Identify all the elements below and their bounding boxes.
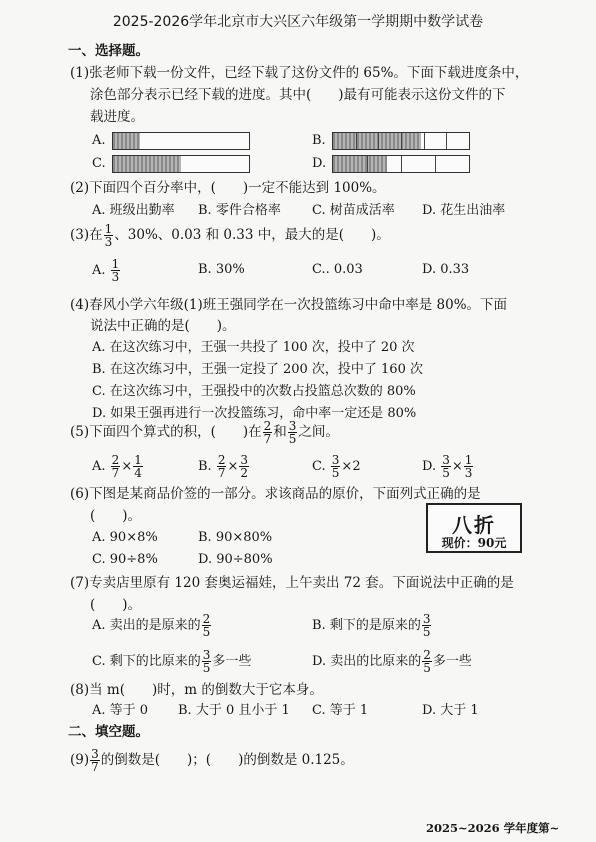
fraction [464,454,474,479]
q1-option-d-label: D. [312,156,327,171]
fraction [217,454,227,479]
discount-label: 八折 [452,513,496,537]
q3-stem-post: 、30%、0.03 和 0.33 中，最大的是( )。 [114,227,390,243]
option-text-tail: 多一些 [212,654,252,669]
fraction [331,454,341,479]
q7-option-a [92,613,212,638]
progress-fill [113,133,140,149]
numerator: 1 [111,257,120,271]
fraction [111,454,121,479]
q1-option-a-label: A. [92,133,106,148]
q8-option-c: C. 等于 1 [312,703,369,718]
q7-option-d [312,649,472,674]
q2-option-b: B. 零件合格率 [198,203,281,218]
fraction [202,613,212,638]
fraction-three-fifths [288,420,298,445]
q3-option-b: B. 30% [198,262,245,277]
q1-option-a-progress-bar [112,132,250,150]
fraction-three-sevenths [90,748,100,773]
numerator: 1 [104,222,113,236]
progress-segment-divider [424,133,425,149]
denominator: 7 [111,466,120,480]
numerator: 3 [331,453,340,467]
denominator: 7 [91,760,99,774]
numerator: 2 [202,612,211,626]
denominator: 3 [464,466,473,480]
fraction [422,613,432,638]
q4-option-a: A. 在这次练习中，王强一共投了 100 次，投中了 20 次 [92,340,415,355]
option-label: B. [198,459,212,474]
option-label: C. [312,459,326,474]
q6-option-d: D. 90÷80% [198,552,273,567]
times-sign: × [451,459,463,474]
q7-option-c [92,649,251,674]
numerator: 2 [111,453,120,467]
q8-option-b: B. 大于 0 且小于 1 [178,703,290,718]
fraction-one-third [104,223,114,248]
denominator: 7 [217,466,226,480]
denominator: 3 [104,235,113,249]
q1-option-c-label: C. [92,156,106,171]
progress-segment-divider [401,156,402,172]
q5-stem-mid: 和 [273,424,287,440]
q3-option-a [92,258,121,283]
q4-option-b: B. 在这次练习中，王强一定投了 200 次，投中了 160 次 [92,362,423,377]
q3-option-d: D. 0.33 [422,262,470,277]
q3-option-c: C.. 0.03 [312,262,363,277]
q9-stem [70,748,354,773]
q1-option-b-label: B. [312,133,326,148]
option-label: D. [422,459,437,474]
progress-segment-divider [435,156,436,172]
option-text: B. 剩下的是原来的 [312,618,421,633]
q5-option-d [422,454,474,479]
progress-segment-divider [378,133,379,149]
q6-option-c: C. 90÷8% [92,552,158,567]
numerator: 2 [263,419,272,433]
progress-fill [333,133,421,149]
section-choice-heading: 一、选择题。 [68,43,149,59]
q6-stem-line2: ( )。 [90,508,142,524]
times-sign: × [121,459,133,474]
numerator: 3 [240,453,249,467]
q5-stem-pre: (5)下面四个算式的积，( )在 [70,424,262,440]
numerator: 2 [423,648,431,662]
q7-option-b [312,613,432,638]
price-tag [426,503,522,553]
progress-fill [333,156,387,172]
progress-segment-divider [356,133,357,149]
q9-stem-pre: (9) [70,752,90,768]
option-label: A. [92,459,106,474]
q6-stem-line1: (6)下图是某商品价签的一部分。求该商品的原价，下面列式正确的是 [70,486,481,502]
option-text-tail: 多一些 [432,654,472,669]
q7-stem-line2: ( )。 [90,597,142,613]
progress-segment-divider [367,156,368,172]
q1-option-c-progress-bar [112,155,250,173]
q5-stem [70,420,339,445]
option-text: A. 卖出的是原来的 [92,618,201,633]
q9-stem-post: 的倒数是( )；( )的倒数是 0.125。 [100,752,354,768]
times-sign: × [341,459,353,474]
q1-option-b-progress-bar [332,132,470,150]
denominator: 7 [263,432,272,446]
numerator: 1 [464,453,473,467]
q1-option-d-progress-bar [332,155,470,173]
page-footer: 2025~2026 学年度第~ [426,821,560,835]
multiplier: 2 [352,459,361,474]
numerator: 3 [91,747,99,761]
q4-option-d: D. 如果王强再进行一次投篮练习，命中率一定还是 80% [92,406,417,421]
denominator: 5 [442,466,450,480]
progress-segment-divider [446,133,447,149]
q5-option-b [198,454,250,479]
q5-option-c [312,454,361,479]
q1-stem-line3: 载进度。 [90,109,144,125]
fraction-two-sevenths [263,420,273,445]
fraction [202,649,212,674]
numerator: 3 [442,453,450,467]
fraction [239,454,249,479]
option-text: C. 剩下的比原来的 [92,654,201,669]
numerator: 3 [202,648,211,662]
q7-stem-line1: (7)专卖店里原有 120 套奥运福娃，上午卖出 72 套。下面说法中正确的是 [70,575,514,591]
q4-stem-line1: (4)春风小学六年级(1)班王强同学在一次投篮练习中命中率是 80%。下面 [70,297,508,313]
q2-option-d: D. 花生出油率 [422,203,506,218]
numerator: 3 [288,419,297,433]
exam-title: 2025-2026学年北京市大兴区六年级第一学期期中数学试卷 [112,14,484,30]
q6-option-a: A. 90×8% [92,530,158,545]
q6-option-b: B. 90×80% [198,530,273,545]
q4-stem-line2: 说法中正确的是( )。 [90,318,236,334]
q2-option-a: A. 班级出勤率 [92,203,175,218]
section-fill-heading: 二、填空题。 [68,724,149,740]
q3-option-a-label: A. [92,263,106,278]
progress-segment-divider [401,133,402,149]
fraction [422,649,432,674]
denominator: 5 [423,661,431,675]
q1-stem-line1: (1)张老师下载一份文件，已经下载了这份文件的 65%。下面下载进度条中， [70,65,529,81]
q3-stem [70,223,390,248]
denominator: 2 [240,466,249,480]
q1-stem-line2: 涂色部分表示已经下载的进度。其中( )最有可能表示这份文件的下 [90,87,506,103]
numerator: 1 [134,453,142,467]
numerator: 2 [217,453,226,467]
q2-stem: (2)下面四个百分率中，( )一定不能达到 100%。 [70,180,386,196]
current-price: 现价：90元 [441,536,507,550]
q2-option-c: C. 树苗成活率 [312,203,395,218]
numerator: 3 [422,612,431,626]
denominator: 5 [288,432,297,446]
q5-option-a [92,454,144,479]
denominator: 5 [202,625,211,639]
q5-stem-post: 之间。 [298,424,339,440]
denominator: 5 [422,625,431,639]
progress-fill [113,156,181,172]
fraction [133,454,143,479]
q3-stem-pre: (3)在 [70,227,103,243]
q8-option-a: A. 等于 0 [92,703,149,718]
q4-option-c: C. 在这次练习中，王强投中的次数占投篮总次数的 80% [92,384,416,399]
denominator: 5 [331,466,340,480]
fraction-one-third [111,258,121,283]
q8-option-d: D. 大于 1 [422,703,479,718]
denominator: 3 [111,270,120,284]
denominator: 5 [202,661,211,675]
option-text: D. 卖出的比原来的 [312,654,422,669]
fraction [441,454,451,479]
q8-stem: (8)当 m( )时，m 的倒数大于它本身。 [70,682,323,698]
times-sign: × [227,459,239,474]
denominator: 4 [134,466,142,480]
